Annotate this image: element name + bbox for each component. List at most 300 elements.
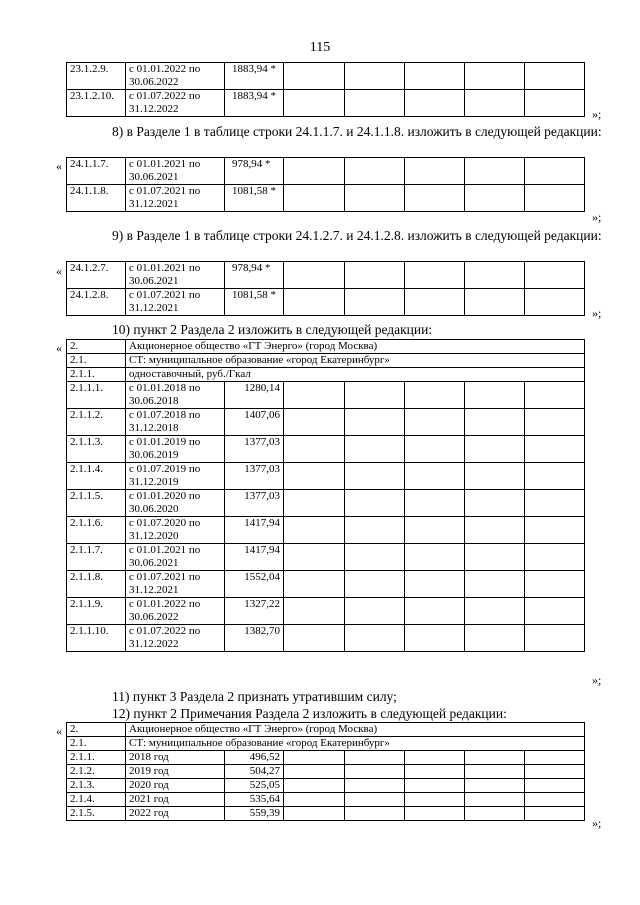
empty-cell [465, 490, 525, 517]
row-period-line: 30.06.2021 [129, 557, 179, 569]
table-row [67, 517, 585, 544]
row-value [225, 765, 284, 779]
empty-cell [345, 571, 405, 598]
empty-cell [284, 765, 345, 779]
empty-cell [465, 382, 525, 409]
row-value [225, 436, 284, 463]
row-code [67, 436, 126, 463]
empty-cell [345, 751, 405, 765]
row-value [225, 289, 284, 316]
row-period [126, 490, 225, 517]
row-period-line: с 01.07.2022 по [129, 90, 201, 102]
table-d [66, 339, 585, 652]
row-period [126, 158, 225, 185]
closing-quote: »; [592, 673, 602, 687]
empty-cell [345, 382, 405, 409]
row-code-line: 2.1. [70, 737, 87, 749]
row-period-line: с 01.07.2021 по [129, 289, 201, 301]
empty-cell [465, 544, 525, 571]
empty-cell [465, 598, 525, 625]
empty-cell [284, 409, 345, 436]
row-value-text: 978,94 * [232, 262, 271, 274]
closing-quote: »; [592, 306, 602, 320]
empty-cell [525, 436, 585, 463]
empty-cell [405, 751, 465, 765]
empty-cell [465, 409, 525, 436]
empty-cell [405, 765, 465, 779]
row-code-line: 2.1.1.7. [70, 544, 103, 556]
empty-cell [465, 517, 525, 544]
empty-cell [525, 63, 585, 90]
empty-cell [284, 517, 345, 544]
empty-cell [405, 289, 465, 316]
row-code-line: 24.1.1.8. [70, 185, 109, 197]
table-row [67, 751, 585, 765]
empty-cell [405, 185, 465, 212]
empty-cell [465, 90, 525, 117]
empty-cell [465, 779, 525, 793]
empty-cell [405, 382, 465, 409]
row-value [225, 185, 284, 212]
row-period-line: с 01.01.2019 по [129, 436, 201, 448]
row-value [225, 779, 284, 793]
row-code [67, 158, 126, 185]
row-value [225, 490, 284, 517]
empty-cell [345, 490, 405, 517]
empty-cell [465, 807, 525, 821]
row-code [67, 751, 126, 765]
row-code-line: 24.1.2.8. [70, 289, 109, 301]
row-code [67, 409, 126, 436]
empty-cell [465, 765, 525, 779]
row-code [67, 63, 126, 90]
row-value [225, 625, 284, 652]
row-code [67, 185, 126, 212]
row-value-text: 1417,94 [244, 544, 280, 556]
row-code-line: 2.1.1.3. [70, 436, 103, 448]
table-row [67, 765, 585, 779]
row-value-text: 1081,58 * [232, 289, 276, 301]
empty-cell [465, 158, 525, 185]
paragraph-8: 8) в Разделе 1 в таблице строки 24.1.1.7. и 24.1.1.8. изложить в следующей редакции: [112, 124, 602, 139]
row-value-line: 504,27 [249, 765, 280, 777]
row-value [225, 409, 284, 436]
empty-cell [284, 382, 345, 409]
empty-cell [465, 463, 525, 490]
row-code [67, 382, 126, 409]
row-code-line: 24.1.2.7. [70, 262, 109, 274]
row-period-line: 31.12.2021 [129, 198, 179, 210]
empty-cell [405, 436, 465, 463]
row-period [126, 625, 225, 652]
empty-cell [405, 625, 465, 652]
row-period-line: 31.12.2019 [129, 476, 179, 488]
row-code-line: 2.1.1.5. [70, 490, 103, 502]
row-period [126, 463, 225, 490]
table-row [67, 625, 585, 652]
empty-cell [284, 289, 345, 316]
empty-cell [284, 436, 345, 463]
empty-cell [405, 571, 465, 598]
empty-cell [465, 793, 525, 807]
row-code [67, 779, 126, 793]
table-row [67, 409, 585, 436]
row-value [225, 571, 284, 598]
empty-cell [525, 571, 585, 598]
empty-cell [405, 544, 465, 571]
opening-quote: « [56, 264, 62, 278]
row-value [225, 517, 284, 544]
empty-cell [405, 90, 465, 117]
row-code [67, 737, 126, 751]
row-period-line: с 01.07.2019 по [129, 463, 201, 475]
paragraph-11: 11) пункт 3 Раздела 2 признать утратившим силу; [112, 689, 397, 704]
row-code [67, 807, 126, 821]
table-row [67, 289, 585, 316]
row-period-line: с 01.01.2020 по [129, 490, 201, 502]
empty-cell [405, 262, 465, 289]
row-value-text: 1081,58 * [232, 185, 276, 197]
row-period-line: с 01.01.2022 по [129, 63, 201, 75]
empty-cell [525, 793, 585, 807]
empty-cell [345, 185, 405, 212]
empty-cell [525, 765, 585, 779]
row-period [126, 289, 225, 316]
table-e [66, 722, 585, 821]
row-period-line: с 01.01.2021 по [129, 544, 201, 556]
empty-cell [525, 517, 585, 544]
row-period-line: с 01.01.2022 по [129, 598, 201, 610]
table-row [67, 262, 585, 289]
empty-cell [345, 544, 405, 571]
table-row [67, 544, 585, 571]
empty-cell [405, 598, 465, 625]
empty-cell [405, 490, 465, 517]
empty-cell [284, 625, 345, 652]
row-period [126, 409, 225, 436]
row-code [67, 598, 126, 625]
row-value [225, 807, 284, 821]
empty-cell [345, 779, 405, 793]
table-row [67, 90, 585, 117]
empty-cell [405, 158, 465, 185]
empty-cell [405, 409, 465, 436]
paragraph-9: 9) в Разделе 1 в таблице строки 24.1.2.7. и 24.1.2.8. изложить в следующей редакции: [112, 228, 602, 243]
empty-cell [345, 158, 405, 185]
empty-cell [465, 63, 525, 90]
closing-quote: »; [592, 210, 602, 224]
empty-cell [525, 382, 585, 409]
empty-cell [284, 751, 345, 765]
empty-cell [345, 63, 405, 90]
row-code [67, 571, 126, 598]
row-code-line: 2.1.3. [70, 779, 95, 791]
empty-cell [345, 90, 405, 117]
empty-cell [345, 436, 405, 463]
row-period-line: 31.12.2021 [129, 302, 179, 314]
row-code [67, 793, 126, 807]
row-code [67, 463, 126, 490]
row-period-line: 30.06.2021 [129, 171, 179, 183]
row-value-text: 1883,94 * [232, 90, 276, 102]
row-year-line: 2021 год [129, 793, 169, 805]
row-code [67, 490, 126, 517]
empty-cell [465, 185, 525, 212]
row-code [67, 340, 126, 354]
empty-cell [345, 807, 405, 821]
opening-quote: « [56, 341, 62, 355]
table-row [67, 807, 585, 821]
row-year [126, 751, 225, 765]
empty-cell [405, 517, 465, 544]
row-value [225, 751, 284, 765]
row-code-line: 2.1.1.2. [70, 409, 103, 421]
empty-cell [284, 262, 345, 289]
row-value [225, 63, 284, 90]
empty-cell [465, 436, 525, 463]
table-row [67, 779, 585, 793]
row-value-text: 1327,22 [244, 598, 280, 610]
row-period-line: 30.06.2019 [129, 449, 179, 461]
row-code-line: 24.1.1.7. [70, 158, 109, 170]
empty-cell [284, 490, 345, 517]
row-period-line: с 01.07.2021 по [129, 185, 201, 197]
table-row [67, 490, 585, 517]
empty-cell [525, 90, 585, 117]
row-period-line: 31.12.2018 [129, 422, 179, 434]
empty-cell [345, 625, 405, 652]
row-code-line: 2.1.1.6. [70, 517, 103, 529]
empty-cell [284, 63, 345, 90]
row-period [126, 544, 225, 571]
row-code-line: 2.1.1. [70, 368, 95, 380]
empty-cell [525, 779, 585, 793]
row-value-text: 1280,14 [244, 382, 280, 394]
empty-cell [284, 463, 345, 490]
empty-cell [284, 90, 345, 117]
empty-cell [284, 544, 345, 571]
empty-cell [525, 544, 585, 571]
row-year [126, 807, 225, 821]
row-period-line: с 01.07.2021 по [129, 571, 201, 583]
empty-cell [284, 598, 345, 625]
empty-cell [284, 793, 345, 807]
empty-cell [405, 463, 465, 490]
row-period-line: 30.06.2018 [129, 395, 179, 407]
table-b [66, 157, 585, 212]
empty-cell [525, 625, 585, 652]
table-row [67, 382, 585, 409]
row-code-line: 2.1.1.9. [70, 598, 103, 610]
row-code [67, 723, 126, 737]
empty-cell [465, 262, 525, 289]
row-period [126, 571, 225, 598]
row-period-line: с 01.01.2021 по [129, 262, 201, 274]
row-code-line: 2. [70, 723, 79, 735]
empty-cell [345, 765, 405, 779]
row-code-line: 2.1.4. [70, 793, 95, 805]
row-period-line: 31.12.2021 [129, 584, 179, 596]
empty-cell [405, 793, 465, 807]
empty-cell [345, 517, 405, 544]
empty-cell [345, 409, 405, 436]
row-period-line: с 01.01.2018 по [129, 382, 201, 394]
row-value-line: 525,05 [249, 779, 280, 791]
row-code [67, 289, 126, 316]
row-value-text: 1377,03 [244, 490, 280, 502]
empty-cell [525, 598, 585, 625]
row-code [67, 544, 126, 571]
row-description: Акционерное общество «ГТ Энерго» (город Москва) [126, 723, 585, 737]
closing-quote: »; [592, 816, 602, 830]
table-row [67, 793, 585, 807]
row-period [126, 517, 225, 544]
row-code [67, 90, 126, 117]
row-year-line: 2020 год [129, 779, 169, 791]
empty-cell [525, 185, 585, 212]
empty-cell [525, 807, 585, 821]
row-value-text: 1407,06 [244, 409, 280, 421]
closing-quote: »; [592, 107, 602, 121]
row-value [225, 382, 284, 409]
row-code-line: 2.1.2. [70, 765, 95, 777]
empty-cell [345, 262, 405, 289]
row-period-line: с 01.07.2022 по [129, 625, 201, 637]
row-code [67, 262, 126, 289]
row-period-line: с 01.01.2021 по [129, 158, 201, 170]
table-header-row [67, 368, 585, 382]
empty-cell [284, 779, 345, 793]
row-code-line: 23.1.2.10. [70, 90, 114, 102]
row-code-line: 2.1.1.1. [70, 382, 103, 394]
row-code-line: 2.1. [70, 354, 87, 366]
row-year-line: 2022 год [129, 807, 169, 819]
table-header-row [67, 723, 585, 737]
row-code [67, 625, 126, 652]
row-year [126, 793, 225, 807]
row-value-line: 535,64 [249, 793, 280, 805]
row-value-text: 1883,94 * [232, 63, 276, 75]
empty-cell [345, 793, 405, 807]
empty-cell [525, 289, 585, 316]
row-period [126, 90, 225, 117]
row-value-text: 1417,94 [244, 517, 280, 529]
table-header-row [67, 354, 585, 368]
row-value [225, 793, 284, 807]
row-description: СТ: муниципальное образование «город Екатеринбург» [126, 354, 585, 368]
row-period [126, 598, 225, 625]
row-code-line: 2. [70, 340, 79, 352]
empty-cell [284, 571, 345, 598]
row-period-line: с 01.07.2020 по [129, 517, 201, 529]
row-code-line: 2.1.5. [70, 807, 95, 819]
empty-cell [405, 63, 465, 90]
row-period [126, 63, 225, 90]
row-code-line: 2.1.1. [70, 751, 95, 763]
empty-cell [465, 571, 525, 598]
row-code-line: 23.1.2.9. [70, 63, 109, 75]
row-code [67, 765, 126, 779]
row-value-text: 1382,70 [244, 625, 280, 637]
row-period-line: с 01.07.2018 по [129, 409, 201, 421]
table-header-row [67, 340, 585, 354]
row-code-line: 2.1.1.4. [70, 463, 103, 475]
table-row [67, 598, 585, 625]
row-period-line: 30.06.2021 [129, 275, 179, 287]
empty-cell [345, 598, 405, 625]
page-number: 115 [309, 40, 331, 55]
row-period [126, 382, 225, 409]
table-row [67, 571, 585, 598]
empty-cell [525, 262, 585, 289]
row-value-text: 1377,03 [244, 463, 280, 475]
row-value [225, 598, 284, 625]
empty-cell [284, 807, 345, 821]
paragraph-10: 10) пункт 2 Раздела 2 изложить в следующей редакции: [112, 322, 433, 337]
table-header-row [67, 737, 585, 751]
row-value [225, 262, 284, 289]
table-c [66, 261, 585, 316]
empty-cell [465, 289, 525, 316]
empty-cell [345, 289, 405, 316]
row-year [126, 765, 225, 779]
table-row [67, 158, 585, 185]
row-year-line: 2019 год [129, 765, 169, 777]
row-period-line: 31.12.2020 [129, 530, 179, 542]
row-value-line: 559,39 [249, 807, 280, 819]
row-code-line: 2.1.1.10. [70, 625, 109, 637]
row-period [126, 262, 225, 289]
empty-cell [525, 751, 585, 765]
row-value [225, 158, 284, 185]
row-period-line: 30.06.2020 [129, 503, 179, 515]
row-period-line: 30.06.2022 [129, 611, 179, 623]
row-period [126, 436, 225, 463]
empty-cell [465, 625, 525, 652]
row-period-line: 31.12.2022 [129, 103, 179, 115]
row-value [225, 544, 284, 571]
empty-cell [405, 779, 465, 793]
opening-quote: « [56, 724, 62, 738]
empty-cell [284, 185, 345, 212]
row-description: одноставочный, руб./Гкал [126, 368, 585, 382]
row-year [126, 779, 225, 793]
empty-cell [525, 409, 585, 436]
empty-cell [284, 158, 345, 185]
empty-cell [525, 490, 585, 517]
row-value-text: 1377,03 [244, 436, 280, 448]
row-code-line: 2.1.1.8. [70, 571, 103, 583]
empty-cell [525, 463, 585, 490]
empty-cell [345, 463, 405, 490]
row-value-text: 978,94 * [232, 158, 271, 170]
table-row [67, 463, 585, 490]
row-period-line: 31.12.2022 [129, 638, 179, 650]
opening-quote: « [56, 159, 62, 173]
row-year-line: 2018 год [129, 751, 169, 763]
row-description: Акционерное общество «ГТ Энерго» (город Москва) [126, 340, 585, 354]
table-row [67, 185, 585, 212]
row-value-line: 496,52 [249, 751, 280, 763]
row-period-line: 30.06.2022 [129, 76, 179, 88]
row-code [67, 517, 126, 544]
empty-cell [525, 158, 585, 185]
table-a [66, 62, 585, 117]
row-period [126, 185, 225, 212]
row-code [67, 354, 126, 368]
empty-cell [405, 807, 465, 821]
table-row [67, 63, 585, 90]
